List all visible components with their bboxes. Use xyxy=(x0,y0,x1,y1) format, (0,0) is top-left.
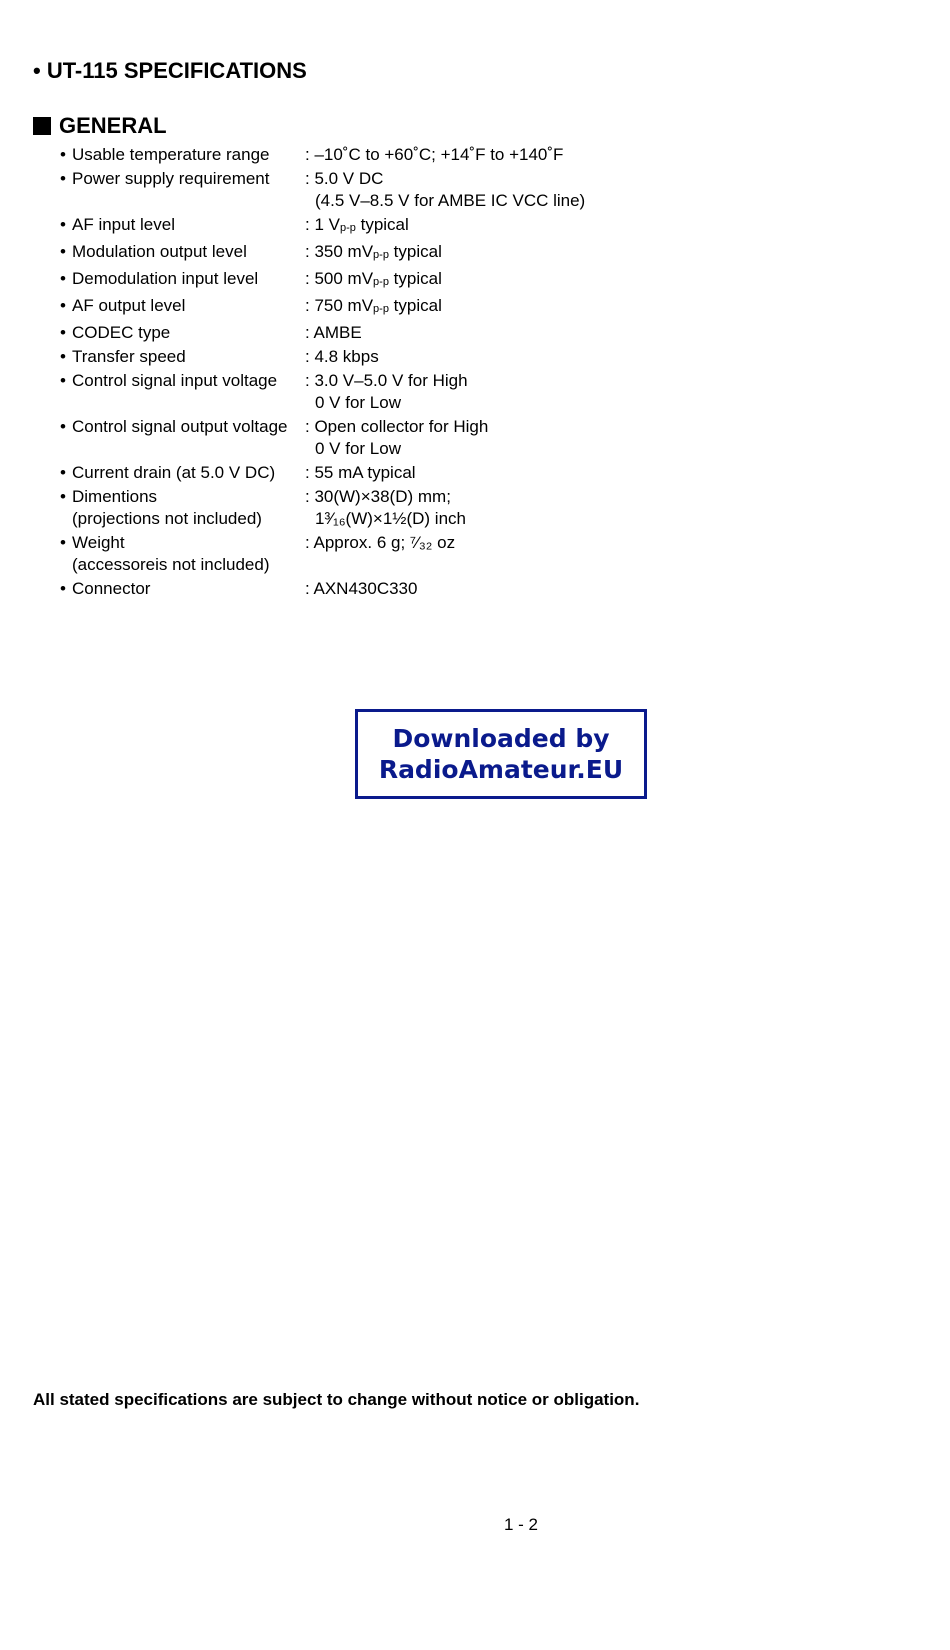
spec-row xyxy=(60,486,860,530)
spec-label: • AF input level xyxy=(60,215,175,234)
square-bullet-icon xyxy=(33,117,51,135)
spec-value: : 1 $V_{p-p}$ typical xyxy=(305,215,409,234)
download-stamp xyxy=(355,709,647,799)
spec-value: : 4.8 kbps xyxy=(305,347,379,366)
spec-value: : 350 $mV_{p-p}$ typical xyxy=(305,242,442,261)
stamp-line-2: RadioAmateur.EU xyxy=(378,755,624,784)
disclaimer-note: All stated specifications are subject to change without notice or obligation. xyxy=(33,1390,640,1409)
spec-label: • Control signal input voltage xyxy=(60,371,278,390)
spec-label: • Weight (accessoreis not included) xyxy=(60,533,270,574)
spec-value: : Open collector for High 0 V for Low xyxy=(305,417,489,458)
spec-label: • Current drain (at 5.0 V DC) xyxy=(60,463,276,482)
spec-label: • AF output level xyxy=(60,296,186,315)
spec-list xyxy=(60,144,860,602)
spec-row xyxy=(60,416,860,460)
spec-value: : AXN430C330 xyxy=(305,579,418,598)
spec-row xyxy=(60,168,860,212)
spec-row xyxy=(60,214,860,239)
spec-label: • Demodulation input level xyxy=(60,269,259,288)
spec-label: • Power supply requirement xyxy=(60,169,270,188)
spec-value: : AMBE xyxy=(305,323,362,342)
spec-row xyxy=(60,578,860,600)
section-heading xyxy=(33,113,167,139)
spec-row xyxy=(60,370,860,414)
spec-value: : 3.0 V–5.0 V for High 0 V for Low xyxy=(305,371,468,412)
page-title: • UT-115 SPECIFICATIONS xyxy=(33,58,307,83)
spec-label: • Transfer speed xyxy=(60,347,186,366)
spec-label: • Connector xyxy=(60,579,151,598)
spec-label: • CODEC type xyxy=(60,323,171,342)
spec-value: : 5.0 V DC (4.5 V–8.5 V for AMBE IC VCC line) xyxy=(305,169,586,210)
spec-label: • Control signal output voltage xyxy=(60,417,288,436)
spec-label: • Dimentions (projections not included) xyxy=(60,487,262,528)
spec-value: : 500 $mV_{p-p}$ typical xyxy=(305,269,442,288)
spec-label: • Modulation output level xyxy=(60,242,247,261)
spec-row xyxy=(60,346,860,368)
spec-value: : 30(W)×38(D) mm; 1³⁄₁₆(W)×1½(D) inch xyxy=(305,487,466,528)
spec-value: : 55 mA typical xyxy=(305,463,416,482)
spec-row xyxy=(60,462,860,484)
spec-row xyxy=(60,532,860,576)
section-title: GENERAL xyxy=(59,113,167,138)
page-number: 1 - 2 xyxy=(504,1515,539,1534)
stamp-line-1: Downloaded by xyxy=(392,724,610,753)
spec-row xyxy=(60,322,860,344)
spec-row xyxy=(60,144,860,166)
spec-row xyxy=(60,295,860,320)
spec-value: : 750 $mV_{p-p}$ typical xyxy=(305,296,442,315)
spec-label: • Usable temperature range xyxy=(60,145,270,164)
spec-row xyxy=(60,268,860,293)
spec-value: : –10˚C to +60˚C; +14˚F to +140˚F xyxy=(305,145,564,164)
spec-row xyxy=(60,241,860,266)
spec-value: : Approx. 6 g; ⁷⁄₃₂ oz xyxy=(305,533,456,552)
